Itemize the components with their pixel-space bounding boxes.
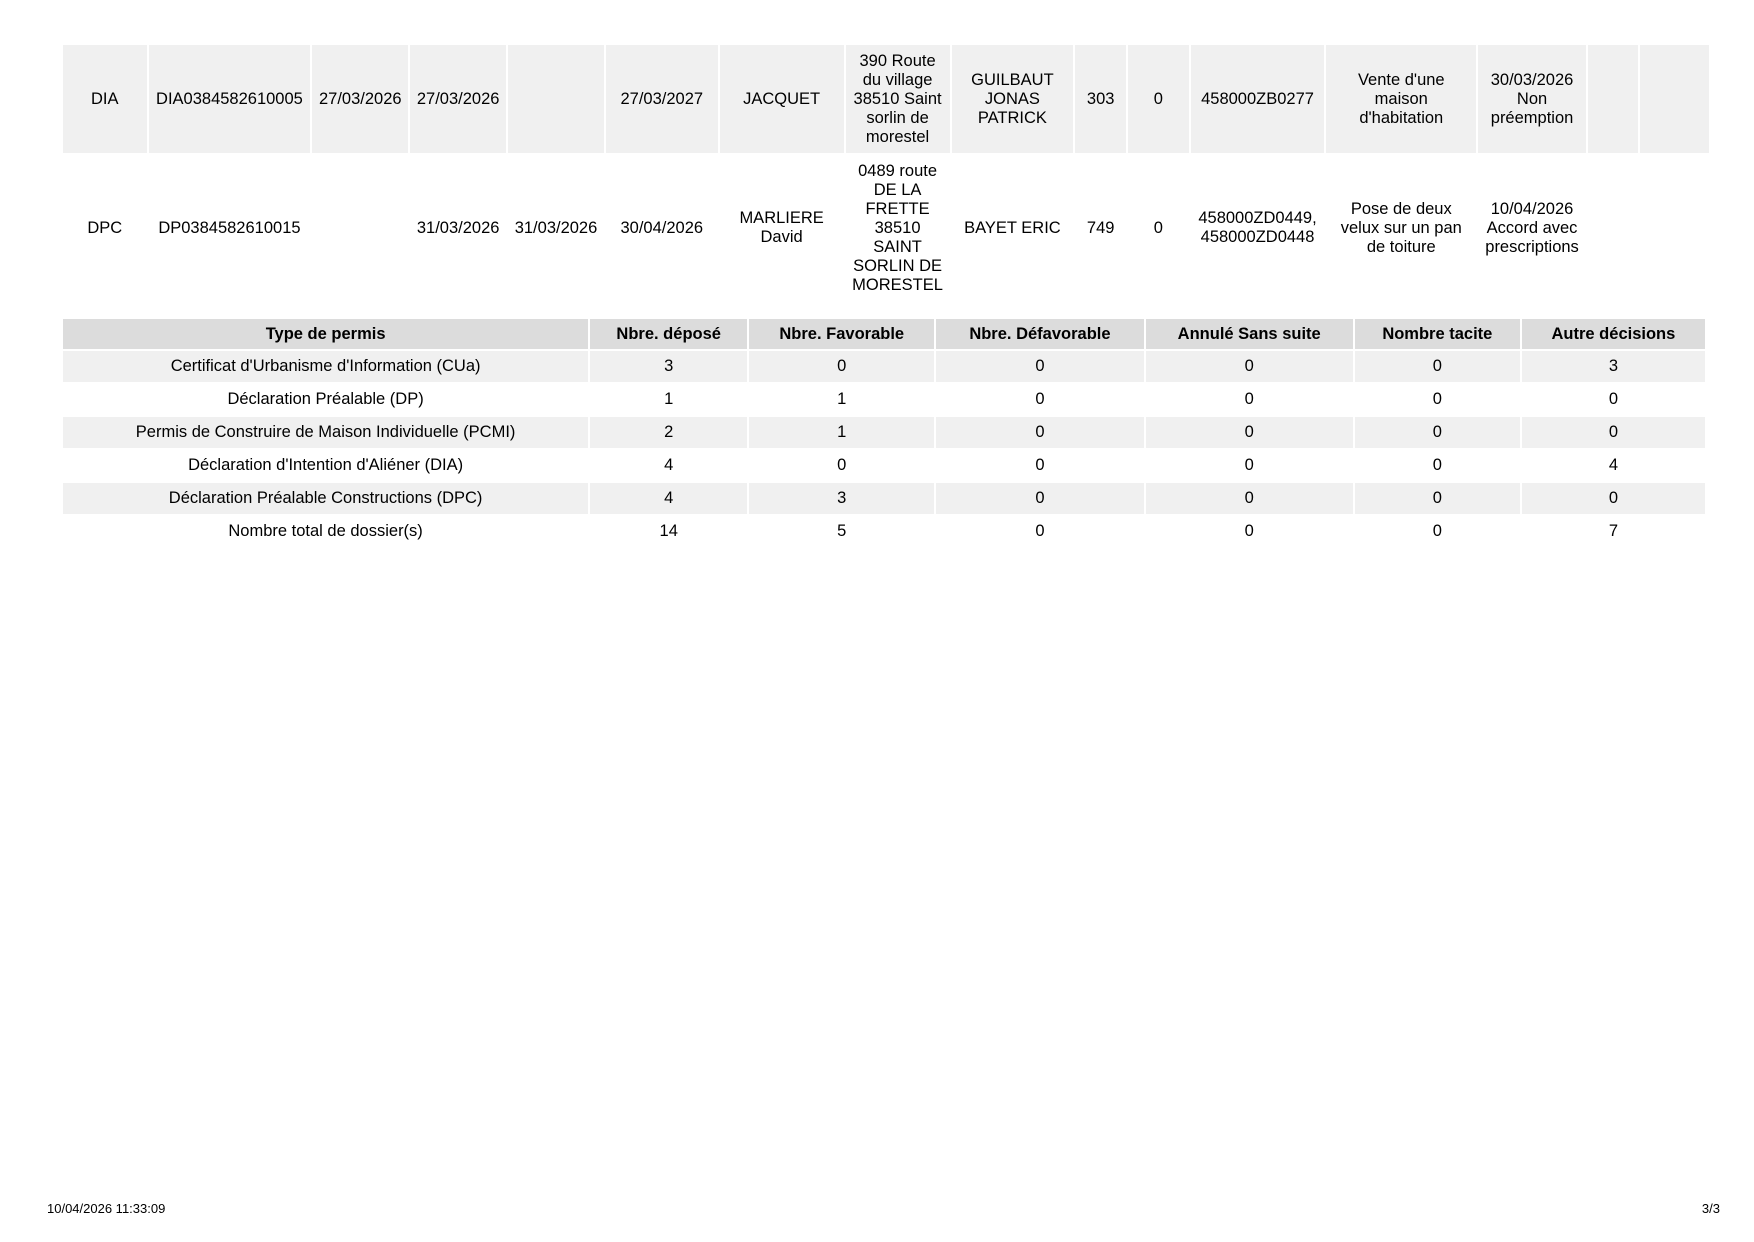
count-cell: 0	[749, 351, 934, 382]
summary-table	[61, 317, 1707, 549]
type-permis-cell: Déclaration Préalable Constructions (DPC)	[63, 483, 588, 514]
table-row	[63, 450, 1705, 481]
dossier-objet: Vente d'une maison d'habitation	[1326, 45, 1476, 153]
count-cell: 2	[590, 417, 747, 448]
dossier-extra-1	[1588, 45, 1638, 153]
total-label: Nombre total de dossier(s)	[228, 522, 423, 540]
dossier-date-3	[508, 45, 604, 153]
dossier-date-limite: 27/03/2027	[606, 45, 718, 153]
total-cell: 5	[837, 522, 847, 540]
dossier-surface-2: 0	[1128, 153, 1189, 303]
dossier-demandeur: MARLIERE David	[720, 153, 844, 303]
total-cell: 0	[1432, 522, 1442, 540]
dossier-parcelles: 458000ZB0277	[1191, 45, 1325, 153]
dossier-objet: Pose de deux velux sur un pan de toiture	[1326, 153, 1476, 303]
table-row	[63, 384, 1705, 415]
table-row	[63, 483, 1705, 514]
count-cell: 0	[1146, 483, 1353, 514]
type-permis-cell: Déclaration Préalable (DP)	[227, 390, 424, 408]
count-cell: 0	[1244, 456, 1254, 474]
dossier-date-complet: 27/03/2026	[410, 45, 506, 153]
count-cell: 0	[936, 351, 1143, 382]
count-cell: 4	[1608, 456, 1618, 474]
total-cell: 7	[1608, 522, 1618, 540]
column-header: Nbre. Favorable	[749, 319, 934, 349]
count-cell: 0	[1146, 417, 1353, 448]
count-cell: 0	[1355, 351, 1520, 382]
count-cell: 0	[1355, 483, 1520, 514]
column-header: Autre décisions	[1522, 319, 1705, 349]
count-cell: 0	[1146, 351, 1353, 382]
dossier-surface-2: 0	[1128, 45, 1189, 153]
count-cell: 0	[1035, 390, 1045, 408]
dossier-extra-2	[1640, 153, 1709, 303]
count-cell: 3	[1522, 351, 1705, 382]
count-cell: 3	[749, 483, 934, 514]
column-header: Type de permis	[63, 319, 588, 349]
dossier-decision: 30/03/2026 Non préemption	[1478, 45, 1586, 153]
column-header: Nbre. Défavorable	[936, 319, 1143, 349]
dossier-adresse: 0489 route DE LA FRETTE 38510 SAINT SORLIN DE MORESTEL	[846, 153, 950, 303]
count-cell: 1	[749, 417, 934, 448]
dossier-date-complet: 31/03/2026	[410, 153, 506, 303]
count-cell: 0	[1244, 390, 1254, 408]
type-permis-cell: Déclaration d'Intention d'Aliéner (DIA)	[188, 456, 464, 474]
count-cell: 0	[837, 456, 847, 474]
dossier-date-3: 31/03/2026	[508, 153, 604, 303]
dossiers-table	[61, 45, 1711, 303]
dossier-parcelles: 458000ZD0449, 458000ZD0448	[1191, 153, 1325, 303]
dossier-decision: 10/04/2026 Accord avec prescriptions	[1478, 153, 1586, 303]
total-cell: 14	[659, 522, 678, 540]
count-cell: 3	[590, 351, 747, 382]
dossier-type: DIA	[63, 45, 147, 153]
count-cell: 0	[1522, 483, 1705, 514]
footer-timestamp: 10/04/2026 11:33:09	[47, 1201, 166, 1216]
dossier-extra-1	[1588, 153, 1638, 303]
count-cell: 0	[1522, 417, 1705, 448]
count-cell: 0	[1432, 456, 1442, 474]
dossier-surface: 303	[1075, 45, 1126, 153]
table-row	[63, 417, 1705, 448]
count-cell: 4	[590, 483, 747, 514]
count-cell: 0	[936, 483, 1143, 514]
dossier-extra-2	[1640, 45, 1709, 153]
column-header: Annulé Sans suite	[1146, 319, 1353, 349]
count-cell: 0	[1355, 417, 1520, 448]
dossier-proprietaire: BAYET ERIC	[952, 153, 1074, 303]
dossier-surface: 749	[1075, 153, 1126, 303]
dossier-type: DPC	[63, 153, 147, 303]
dossier-adresse: 390 Route du village 38510 Saint sorlin de morestel	[846, 45, 950, 153]
table-row	[63, 153, 1709, 303]
column-header: Nbre. déposé	[590, 319, 747, 349]
count-cell: 0	[936, 417, 1143, 448]
page-number: 3/3	[1701, 1201, 1720, 1216]
total-cell: 0	[1244, 522, 1254, 540]
table-row	[63, 351, 1705, 382]
dossier-date-limite: 30/04/2026	[606, 153, 718, 303]
count-cell: 1	[837, 390, 847, 408]
summary-header-row	[63, 319, 1705, 349]
dossier-proprietaire: GUILBAUT JONAS PATRICK	[952, 45, 1074, 153]
type-permis-cell: Permis de Construire de Maison Individuelle (PCMI)	[63, 417, 588, 448]
total-cell: 0	[1035, 522, 1045, 540]
dossier-numero: DIA0384582610005	[149, 45, 311, 153]
dossier-date-depot	[312, 153, 408, 303]
count-cell: 1	[664, 390, 674, 408]
count-cell: 0	[1608, 390, 1618, 408]
count-cell: 0	[1432, 390, 1442, 408]
count-cell: 4	[664, 456, 674, 474]
dossier-numero: DP0384582610015	[149, 153, 311, 303]
dossier-date-depot: 27/03/2026	[312, 45, 408, 153]
type-permis-cell: Certificat d'Urbanisme d'Information (CUa)	[63, 351, 588, 382]
total-row	[63, 516, 1705, 547]
dossier-demandeur: JACQUET	[720, 45, 844, 153]
table-row	[63, 45, 1709, 153]
column-header: Nombre tacite	[1355, 319, 1520, 349]
count-cell: 0	[1035, 456, 1045, 474]
